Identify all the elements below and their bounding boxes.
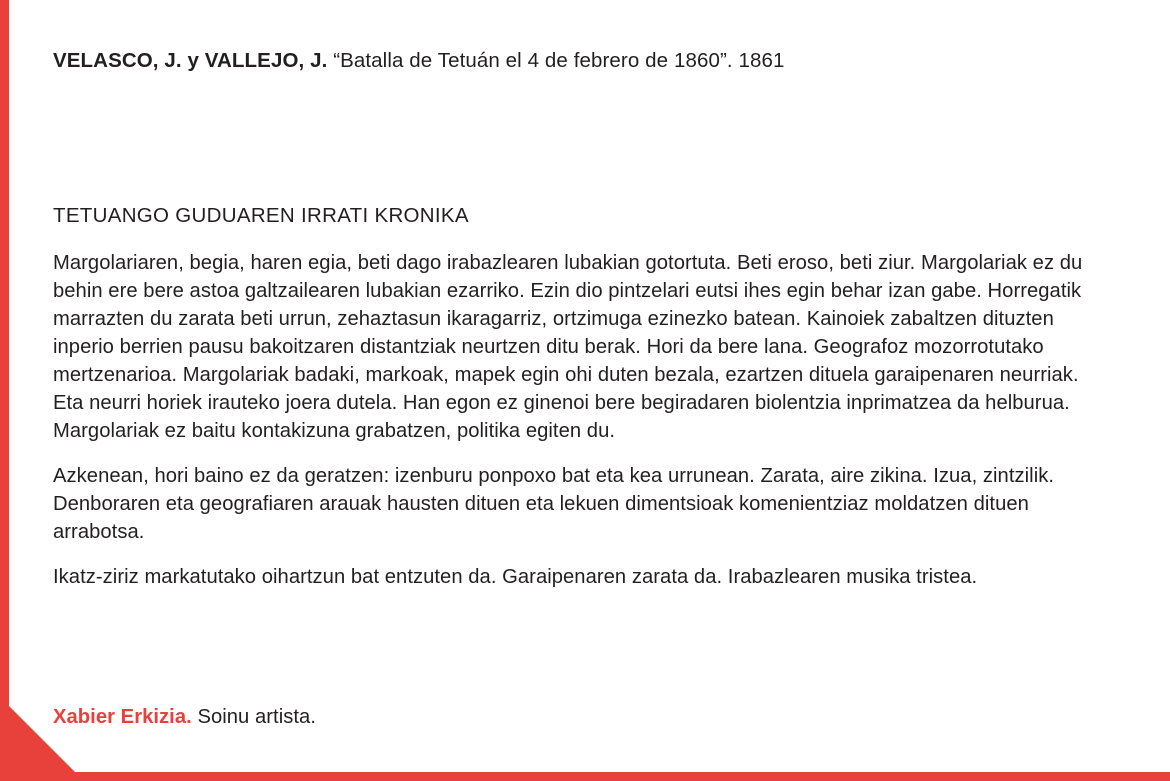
artwork-authors: VELASCO, J. y VALLEJO, J. [53,49,328,72]
signature-name: Xabier Erkizia. [53,706,192,728]
author-signature [53,706,316,729]
artwork-credit [53,48,1113,74]
paragraph-3: Ikatz-ziriz markatutako oihartzun bat entzuten da. Garaipenaren zarata da. Irabazlearen musika tristea. [53,566,978,589]
paragraph-1: Margolariaren, begia, haren egia, beti dago irabazlearen lubakian gotortuta. Beti eroso, beti ziur. Margolariak ez du behin ere bere astoa galtzailearen lubakian ezarriko. Ezin dio pintzelari eutsi ihes egin behar izan gabe. Horregatik marrazten du zarata beti urrun, zehaztasun ikaragarriz, ortzimuga ezinezko batean. Kainoiek zabaltzen dituzten inperio berrien pausu bakoitzaren distantziak neurtzen ditu berak. Hori da bere lana. Geografoz mozorrotutako mertzenarioa. Margolariak badaki, markoak, mapek egin ohi duten bezala, ezartzen dituela garaipenaren neurriak. Eta neurri horiek irauteko joera dutela. Han egon ez ginenoi bere begiradaren biolentzia inprimatzea da helburua. Margolariak ez baitu kontakizuna grabatzen, politika egiten du. [53,251,1083,443]
body-text-block [53,203,1113,592]
artwork-title: “Batalla de Tetuán el 4 de febrero de 1860”. 1861 [333,49,785,72]
paragraph-2: Azkenean, hori baino ez da geratzen: izenburu ponpoxo bat eta kea urrunean. Zarata, aire zikina. Izua, zintzilik. Denboraren eta geografiaren arauak hausten dituen eta lekuen dimentsioak komenientziaz moldatzen dituen arrabotsa. [53,465,1055,544]
left-accent-bar [0,0,9,781]
signature-role: Soinu artista. [197,706,316,728]
bottom-accent-bar [0,772,1170,781]
section-title: TETUANGO GUDUAREN IRRATI KRONIKA [53,204,469,227]
